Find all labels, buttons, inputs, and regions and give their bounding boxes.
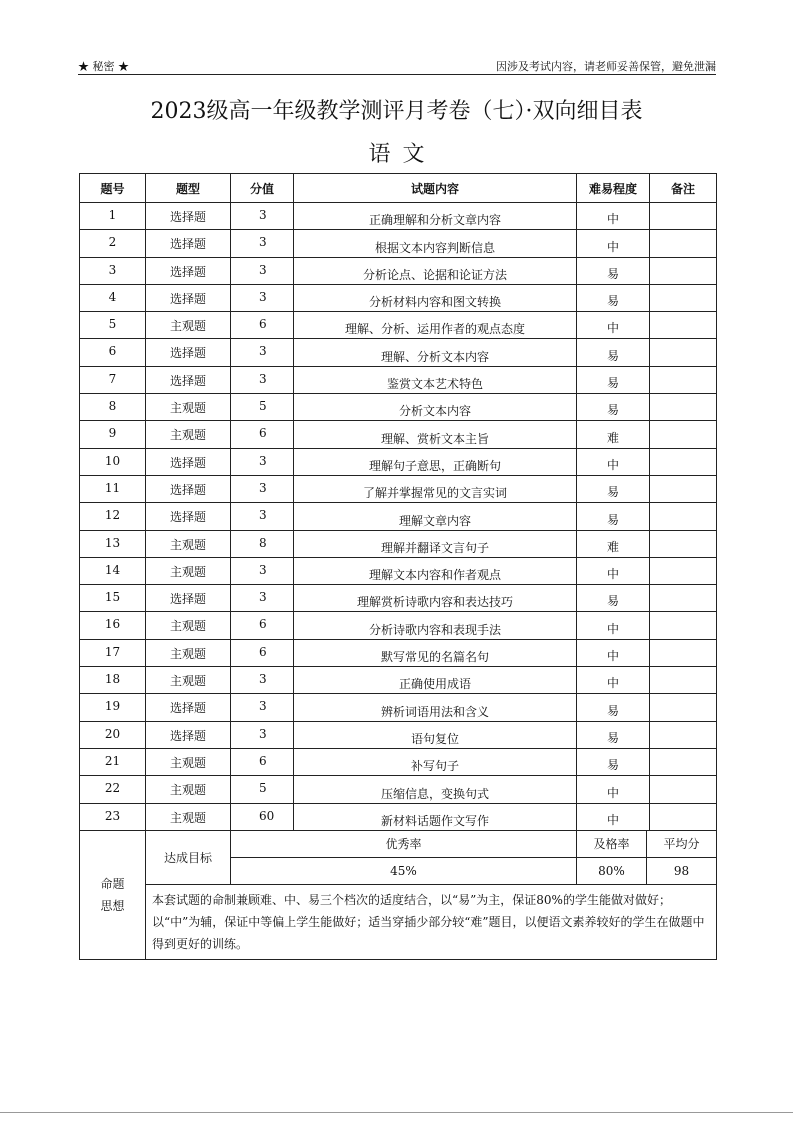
question-type: 主观题 xyxy=(146,421,231,448)
confidential-notice: 因涉及考试内容，请老师妥善保管，避免泄漏 xyxy=(496,60,716,73)
question-score: 6 xyxy=(231,639,294,666)
metric-value: 98 xyxy=(673,864,690,879)
table-row xyxy=(80,421,717,448)
table-row xyxy=(80,585,717,612)
table-row xyxy=(80,503,717,530)
question-score: 8 xyxy=(231,530,294,557)
question-difficulty: 中 xyxy=(577,557,650,584)
question-number: 22 xyxy=(80,776,146,803)
question-number: 5 xyxy=(80,312,146,339)
question-difficulty: 易 xyxy=(577,257,650,284)
question-score: 3 xyxy=(231,475,294,502)
question-content: 分析论点、论据和论证方法 xyxy=(294,257,577,284)
confidential-mark: ★ 秘密 ★ xyxy=(78,60,129,73)
question-note xyxy=(650,257,717,284)
question-type: 选择题 xyxy=(146,366,231,393)
question-note xyxy=(650,803,717,830)
page-header xyxy=(78,54,716,75)
question-number: 8 xyxy=(80,394,146,421)
page-bottom-line xyxy=(0,1112,793,1113)
question-difficulty: 易 xyxy=(577,366,650,393)
question-number: 13 xyxy=(80,530,146,557)
question-content: 正确使用成语 xyxy=(294,667,577,694)
question-difficulty: 中 xyxy=(577,639,650,666)
table-row xyxy=(80,203,717,230)
question-type: 主观题 xyxy=(146,748,231,775)
subject-title: 语文 xyxy=(368,142,437,167)
question-score: 3 xyxy=(231,721,294,748)
question-number: 17 xyxy=(80,639,146,666)
question-type: 选择题 xyxy=(146,721,231,748)
question-number: 19 xyxy=(80,694,146,721)
table-row xyxy=(80,694,717,721)
question-score: 3 xyxy=(231,694,294,721)
question-content: 分析诗歌内容和表现手法 xyxy=(294,612,577,639)
table-row xyxy=(80,803,717,830)
table-row xyxy=(80,530,717,557)
question-number: 20 xyxy=(80,721,146,748)
question-note xyxy=(650,585,717,612)
question-note xyxy=(650,475,717,502)
question-number: 10 xyxy=(80,448,146,475)
question-difficulty: 中 xyxy=(577,312,650,339)
table-row xyxy=(80,448,717,475)
question-content: 理解文章内容 xyxy=(294,503,577,530)
question-note xyxy=(650,557,717,584)
question-note xyxy=(650,394,717,421)
table-row xyxy=(80,312,717,339)
question-note xyxy=(650,694,717,721)
question-number: 7 xyxy=(80,366,146,393)
table-header-row xyxy=(80,174,717,203)
question-type: 主观题 xyxy=(146,530,231,557)
question-difficulty: 易 xyxy=(577,503,650,530)
question-note xyxy=(650,366,717,393)
document-title: 2023级高一年级教学测评月考卷（七）·双向细目表 xyxy=(150,99,643,124)
question-score: 3 xyxy=(231,503,294,530)
question-number: 12 xyxy=(80,503,146,530)
question-number: 14 xyxy=(80,557,146,584)
question-note xyxy=(650,667,717,694)
metric-split-cell xyxy=(577,858,717,885)
metric-name: 及格率 xyxy=(577,831,647,857)
question-type: 选择题 xyxy=(146,585,231,612)
question-score: 3 xyxy=(231,203,294,230)
question-score: 3 xyxy=(231,230,294,257)
table-row xyxy=(80,639,717,666)
question-content: 分析材料内容和图文转换 xyxy=(294,284,577,311)
question-note xyxy=(650,339,717,366)
question-score: 3 xyxy=(231,366,294,393)
question-type: 主观题 xyxy=(146,394,231,421)
question-content: 辨析词语用法和含义 xyxy=(294,694,577,721)
question-score: 3 xyxy=(231,585,294,612)
metric-name: 优秀率 xyxy=(231,830,577,857)
question-score: 3 xyxy=(231,667,294,694)
question-content: 理解并翻译文言句子 xyxy=(294,530,577,557)
question-content: 理解、分析、运用作者的观点态度 xyxy=(294,312,577,339)
question-number: 1 xyxy=(80,203,146,230)
column-header: 试题内容 xyxy=(294,174,577,203)
question-note xyxy=(650,530,717,557)
question-type: 主观题 xyxy=(146,803,231,830)
question-difficulty: 中 xyxy=(577,803,650,830)
table-row xyxy=(80,721,717,748)
table-row xyxy=(80,339,717,366)
question-type: 选择题 xyxy=(146,203,231,230)
question-note xyxy=(650,284,717,311)
question-content: 正确理解和分析文章内容 xyxy=(294,203,577,230)
question-difficulty: 难 xyxy=(577,530,650,557)
question-difficulty: 中 xyxy=(577,776,650,803)
question-note xyxy=(650,230,717,257)
column-header: 分值 xyxy=(231,174,294,203)
question-note xyxy=(650,748,717,775)
question-number: 6 xyxy=(80,339,146,366)
question-note xyxy=(650,776,717,803)
question-difficulty: 难 xyxy=(577,421,650,448)
question-type: 主观题 xyxy=(146,612,231,639)
question-number: 15 xyxy=(80,585,146,612)
table-row xyxy=(80,557,717,584)
question-content: 压缩信息，变换句式 xyxy=(294,776,577,803)
question-score: 6 xyxy=(231,748,294,775)
question-type: 选择题 xyxy=(146,230,231,257)
question-score: 3 xyxy=(231,284,294,311)
intent-label-text: 命题思想 xyxy=(100,877,125,914)
question-type: 选择题 xyxy=(146,284,231,311)
column-header: 难易程度 xyxy=(577,174,650,203)
question-note xyxy=(650,448,717,475)
question-difficulty: 易 xyxy=(577,284,650,311)
question-content: 理解、分析文本内容 xyxy=(294,339,577,366)
question-number: 2 xyxy=(80,230,146,257)
question-difficulty: 中 xyxy=(577,667,650,694)
table-row xyxy=(80,257,717,284)
question-type: 主观题 xyxy=(146,639,231,666)
question-content: 新材料话题作文写作 xyxy=(294,803,577,830)
question-note xyxy=(650,503,717,530)
question-type: 主观题 xyxy=(146,667,231,694)
question-type: 主观题 xyxy=(146,776,231,803)
question-content: 鉴赏文本艺术特色 xyxy=(294,366,577,393)
question-note xyxy=(650,721,717,748)
column-header: 题号 xyxy=(80,174,146,203)
intent-description: 本套试题的命制兼顾难、中、易三个档次的适度结合，以“易”为主，保证80%的学生能做对做好；以“中”为辅，保证中等偏上学生能做好；适当穿插少部分较“难”题目，以便语文素养较好的学生在做题中得到更好的训练。 xyxy=(146,885,717,960)
table-row xyxy=(80,612,717,639)
table-row xyxy=(80,667,717,694)
question-number: 21 xyxy=(80,748,146,775)
column-header: 备注 xyxy=(650,174,717,203)
table-row xyxy=(80,776,717,803)
question-type: 主观题 xyxy=(146,557,231,584)
question-type: 选择题 xyxy=(146,448,231,475)
question-content: 理解文本内容和作者观点 xyxy=(294,557,577,584)
question-score: 3 xyxy=(231,339,294,366)
metric-value: 45% xyxy=(231,858,577,885)
table-row xyxy=(80,475,717,502)
goal-label: 达成目标 xyxy=(146,830,231,885)
question-difficulty: 易 xyxy=(577,721,650,748)
question-score: 3 xyxy=(231,448,294,475)
question-score: 6 xyxy=(231,612,294,639)
question-type: 选择题 xyxy=(146,339,231,366)
metric-split-cell xyxy=(577,830,717,857)
question-content: 默写常见的名篇名句 xyxy=(294,639,577,666)
question-type: 选择题 xyxy=(146,503,231,530)
question-difficulty: 易 xyxy=(577,748,650,775)
question-difficulty: 易 xyxy=(577,339,650,366)
metric-value: 80% xyxy=(577,858,647,884)
table-row xyxy=(80,748,717,775)
question-content: 根据文本内容判断信息 xyxy=(294,230,577,257)
specification-table xyxy=(79,173,717,960)
question-score: 3 xyxy=(231,557,294,584)
intent-metrics-header-row xyxy=(80,830,717,857)
question-number: 23 xyxy=(80,803,146,830)
question-score: 6 xyxy=(231,312,294,339)
question-difficulty: 中 xyxy=(577,203,650,230)
question-content: 语句复位 xyxy=(294,721,577,748)
question-score: 3 xyxy=(231,257,294,284)
question-note xyxy=(650,312,717,339)
question-difficulty: 易 xyxy=(577,694,650,721)
column-header: 题型 xyxy=(146,174,231,203)
question-content: 理解句子意思，正确断句 xyxy=(294,448,577,475)
question-score: 5 xyxy=(231,394,294,421)
intent-label xyxy=(80,830,146,960)
question-number: 18 xyxy=(80,667,146,694)
question-type: 选择题 xyxy=(146,257,231,284)
question-type: 选择题 xyxy=(146,475,231,502)
question-difficulty: 中 xyxy=(577,448,650,475)
question-note xyxy=(650,639,717,666)
table-row xyxy=(80,394,717,421)
question-content: 了解并掌握常见的文言实词 xyxy=(294,475,577,502)
question-note xyxy=(650,203,717,230)
question-difficulty: 易 xyxy=(577,585,650,612)
question-difficulty: 中 xyxy=(577,612,650,639)
question-content: 理解赏析诗歌内容和表达技巧 xyxy=(294,585,577,612)
question-score: 5 xyxy=(231,776,294,803)
intent-description-row xyxy=(80,885,717,960)
question-difficulty: 易 xyxy=(577,394,650,421)
question-score: 6 xyxy=(231,421,294,448)
question-number: 3 xyxy=(80,257,146,284)
metric-name: 平均分 xyxy=(663,837,700,852)
table-row xyxy=(80,366,717,393)
question-note xyxy=(650,421,717,448)
table-row xyxy=(80,230,717,257)
question-type: 选择题 xyxy=(146,694,231,721)
question-number: 16 xyxy=(80,612,146,639)
question-difficulty: 易 xyxy=(577,475,650,502)
question-difficulty: 中 xyxy=(577,230,650,257)
question-content: 分析文本内容 xyxy=(294,394,577,421)
question-content: 补写句子 xyxy=(294,748,577,775)
question-score: 60 xyxy=(231,803,294,830)
question-number: 11 xyxy=(80,475,146,502)
question-note xyxy=(650,612,717,639)
question-number: 9 xyxy=(80,421,146,448)
question-content: 理解、赏析文本主旨 xyxy=(294,421,577,448)
table-row xyxy=(80,284,717,311)
question-type: 主观题 xyxy=(146,312,231,339)
question-number: 4 xyxy=(80,284,146,311)
